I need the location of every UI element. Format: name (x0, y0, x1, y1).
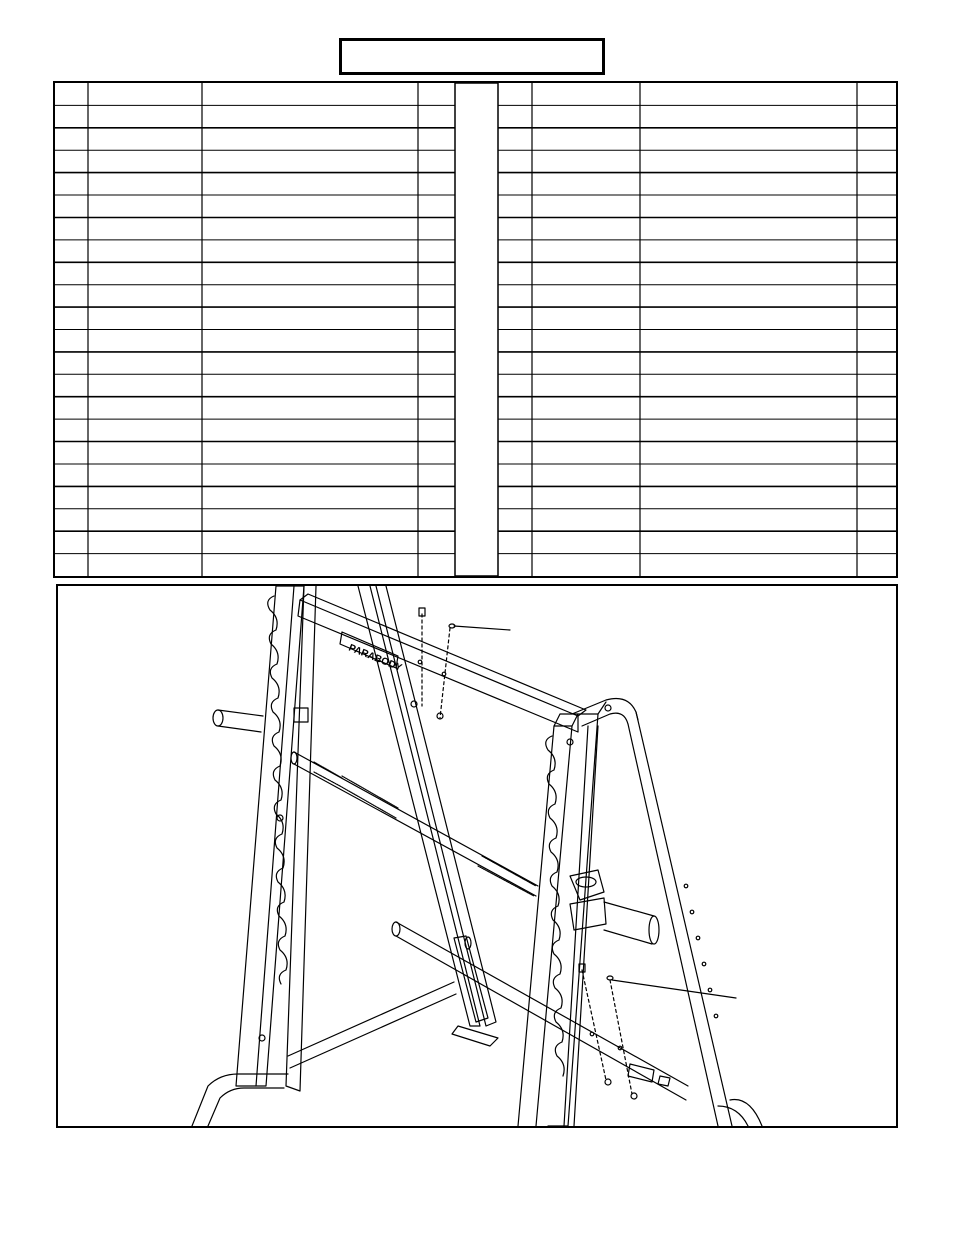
base-frame-right (718, 1100, 762, 1126)
assembly-drawing (58, 586, 896, 1126)
top-crossbar (298, 594, 586, 732)
assembly-figure (56, 584, 898, 1128)
bolt-set-top (411, 608, 510, 719)
left-upright (213, 586, 304, 1086)
parts-table-grid (55, 83, 896, 576)
bolt-set-bottom (579, 964, 736, 1099)
olympic-bar (291, 752, 538, 896)
logo-text: PARABODY (346, 642, 404, 674)
table-center-divider (455, 83, 498, 576)
parts-table (53, 81, 898, 578)
page-title-box (339, 38, 605, 75)
left-inner-upright (286, 586, 316, 1091)
diagonal-support-left (358, 586, 496, 1026)
base-frame-left (192, 1074, 288, 1126)
